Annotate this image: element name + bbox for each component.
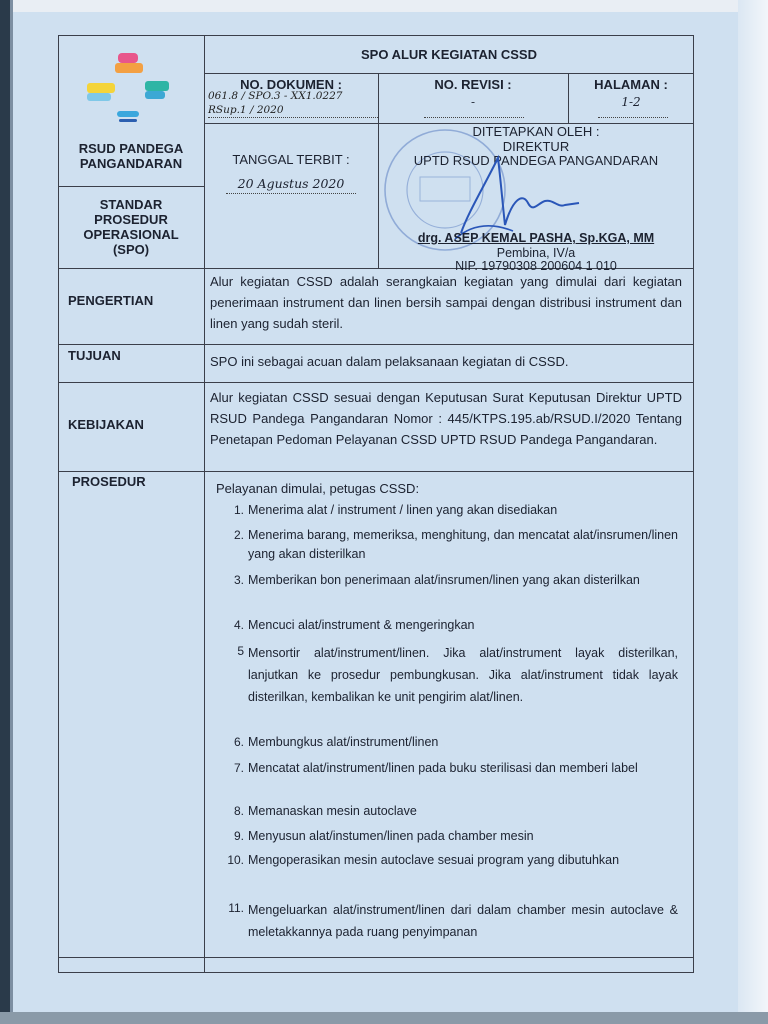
no-revisi-value: -	[470, 95, 476, 109]
tanggal-dots	[226, 193, 356, 194]
logo-top-block	[118, 53, 138, 63]
step-text: Memanaskan mesin autoclave	[248, 804, 417, 818]
tujuan-text: SPO ini sebagai acuan dalam pelaksanaan kegiatan di CSSD.	[210, 354, 569, 369]
logo-left-block-2	[87, 93, 111, 101]
no-revisi-label: NO. REVISI :	[434, 77, 512, 92]
scan-edge-bottom	[0, 1012, 768, 1024]
logo-bottom-block-2	[119, 119, 137, 122]
tanggal-label: TANGGAL TERBIT :	[232, 152, 350, 167]
tujuan-divider	[58, 382, 694, 383]
step-number: 9.	[233, 829, 244, 843]
step-text: Menyusun alat/instumen/linen pada chamber mesin	[248, 829, 534, 843]
pengertian-text: Alur kegiatan CSSD adalah serangkaian kegiatan yang dimulai dari kegiatan penerimaan instrument dan linen bersih sampai dengan distribusi instrument dan linen yang sudah steril.	[210, 274, 682, 331]
no-dokumen-value	[208, 89, 378, 117]
step-number: 8.	[233, 804, 244, 818]
tanggal-value: 20 Agustus 2020	[237, 176, 345, 191]
tujuan-label: TUJUAN	[68, 348, 121, 363]
signatory-name: drg. ASEP KEMAL PASHA, Sp.KGA, MM	[417, 231, 655, 245]
step-text: Mengeluarkan alat/instrument/linen dari dalam chamber mesin autoclave & meletakkannya pada ruang penyimpanan	[248, 903, 678, 939]
step-text: Menerima barang, memeriksa, menghitung, dan mencatat alat/insrumen/linen yang akan disterilkan	[248, 528, 678, 561]
step-text: Memberikan bon penerimaan alat/insrumen/linen yang akan disterilkan	[248, 573, 640, 587]
spo-label-line-4: (SPO)	[112, 242, 150, 257]
spo-document	[58, 35, 694, 973]
step-item	[233, 616, 678, 635]
step-text: Membungkus alat/instrument/linen	[248, 735, 439, 749]
unit-label: UPTD RSUD PANDEGA PANGANDARAN	[413, 153, 659, 168]
kebijakan-text: Alur kegiatan CSSD sesuai dengan Keputusan Surat Keputusan Direktur UPTD RSUD Pandega Pangandaran Nomor : 445/KTPS.195.ab/RSUD.I/2020 Tentang Penetapan Pedoman Pelayanan CSSD UPTD RSUD Pandega Pangandaran.	[210, 390, 682, 447]
scan-edge-right	[738, 0, 768, 1024]
no-revisi-dots	[424, 117, 524, 118]
step-text: Mengoperasikan mesin autoclave sesuai program yang dibutuhkan	[248, 853, 620, 867]
pengertian-divider	[58, 344, 694, 345]
step-number: 3.	[233, 573, 244, 587]
step-number: 11.	[228, 901, 244, 915]
halaman-label: HALAMAN :	[594, 77, 668, 92]
hospital-logo	[83, 51, 173, 127]
no-dokumen-line-1: 061.8 / SPO.3 - XX1.0227	[208, 90, 343, 102]
table-bottom-line	[58, 957, 694, 958]
title-row-divider	[204, 73, 694, 74]
step-item	[233, 526, 678, 564]
ditetapkan-label: DITETAPKAN OLEH :	[472, 124, 600, 139]
prosedur-intro: Pelayanan dimulai, petugas CSSD:	[216, 481, 420, 496]
step-number: 7.	[233, 761, 244, 775]
scan-edge-left	[0, 0, 10, 1024]
step-item	[233, 759, 678, 778]
scan-edge-top	[0, 0, 768, 12]
logo-top-block-2	[115, 63, 143, 73]
spo-label-line-2: PROSEDUR	[94, 212, 168, 227]
step-number: 10.	[227, 853, 244, 867]
step-item	[237, 642, 678, 708]
step-text: Mensortir alat/instrument/linen. Jika alat/instrument layak disterilkan, lanjutkan ke prosedur pembungkusan. Jika alat/instrument tidak layak disterilkan, kembalikan ke unit pengirim alat/linen.	[248, 646, 678, 704]
pengertian-label: PENGERTIAN	[68, 293, 154, 308]
step-text: Menerima alat / instrument / linen yang akan disediakan	[248, 503, 558, 517]
step-number: 5	[237, 644, 244, 658]
no-dokumen-dots	[208, 117, 378, 118]
halaman-dots	[598, 117, 668, 118]
step-number: 6.	[233, 735, 244, 749]
signature-stroke	[461, 158, 579, 233]
kebijakan-divider	[58, 471, 694, 472]
direktur-label: DIREKTUR	[502, 139, 570, 154]
hospital-name: RSUD PANDEGA PANGANDARAN	[78, 141, 184, 171]
spo-label-line-1: STANDAR	[99, 197, 163, 212]
logo-left-block	[87, 83, 115, 93]
step-item	[228, 899, 678, 943]
step-item	[233, 733, 678, 752]
signatory-rank: Pembina, IV/a	[496, 246, 576, 260]
step-text: Mencatat alat/instrument/linen pada buku sterilisasi dan memberi label	[248, 761, 638, 775]
step-item	[233, 827, 678, 846]
halaman-value: 1-2	[621, 95, 641, 109]
logo-row-divider	[58, 186, 205, 187]
step-item	[233, 501, 678, 520]
director-signature	[453, 153, 583, 243]
step-item	[233, 571, 678, 590]
logo-right-block	[145, 81, 169, 91]
no-dokumen-line-2: RSup.1 / 2020	[208, 104, 284, 116]
spo-type-label	[58, 197, 204, 257]
step-item	[233, 802, 678, 821]
prosedur-label: PROSEDUR	[72, 474, 146, 489]
step-number: 1.	[233, 503, 244, 517]
spo-label-line-3: OPERASIONAL	[83, 227, 179, 242]
step-text: Mencuci alat/instrument & mengeringkan	[248, 618, 475, 632]
step-item	[227, 851, 678, 870]
no-dokumen-label: NO. DOKUMEN :	[240, 77, 342, 92]
signatory-nip: NIP. 19790308 200604 1 010	[455, 259, 617, 273]
logo-bottom-block	[117, 111, 139, 117]
step-number: 2.	[233, 528, 244, 542]
logo-right-block-2	[145, 91, 165, 99]
step-number: 4.	[233, 618, 244, 632]
page-title: SPO ALUR KEGIATAN CSSD	[361, 47, 537, 62]
scan-edge-left-shadow	[10, 0, 13, 1024]
kebijakan-label: KEBIJAKAN	[68, 417, 144, 432]
